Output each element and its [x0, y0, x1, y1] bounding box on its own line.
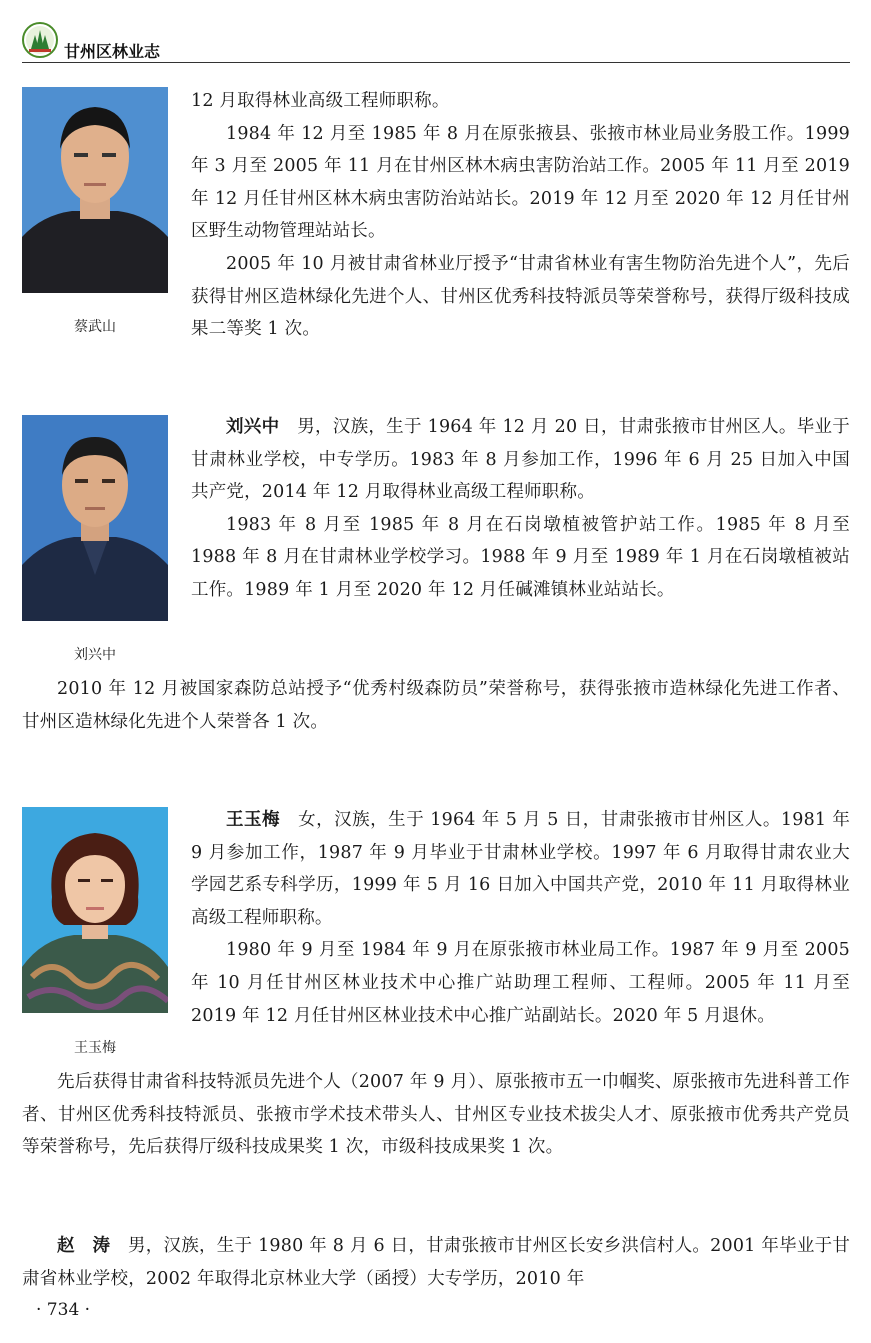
page-header [22, 22, 850, 64]
bio-intro-text: 女，汉族，生于 1964 年 5 月 5 日，甘肃张掖市甘州区人。1981 年 9 月参加工作，1987 年 9 月毕业于甘肃林业学校。1997 年 6 月取得甘肃农业大学园艺系专科学历，1999 年 5 月 16 日加入中国共产党，2010 年 11 月取得林业高级工程师职称。 [191, 810, 851, 928]
bio-paragraph: 12 月取得林业高级工程师职称。 [191, 91, 450, 111]
page-number: · 734 · [36, 1300, 91, 1320]
bio-intro [22, 1230, 850, 1295]
bio-paragraph: 1983 年 8 月至 1985 年 8 月在石岗墩植被管护站工作。1985 年 8 月至 1988 年 8 月在甘肃林业学校学习。1988 年 9 月至 1989 年 1 月在石岗墩植被站工作。1989 年 1 月至 2020 年 12 月任碱滩镇林业站站长。 [191, 514, 850, 600]
bio-paragraph: 先后获得甘肃省科技特派员先进个人（2007 年 9 月）、原张掖市五一巾帼奖、原张掖市先进科普工作者、甘州区优秀科技特派员、张掖市学术技术带头人、甘州区专业技术拔尖人才、原张掖市优秀共产党员等荣誉称号，先后获得厅级科技成果奖 1 次，市级科技成果奖 1 次。 [22, 1072, 850, 1158]
bio-intro [191, 411, 850, 509]
portrait-photo-3 [22, 807, 168, 1013]
bio-text-2 [191, 411, 850, 607]
person-name: 刘兴中 [226, 417, 280, 437]
bio-paragraph: 2005 年 10 月被甘肃省林业厅授予“甘肃省林业有害生物防治先进个人”，先后获得甘州区造林绿化先进个人、甘州区优秀科技特派员等荣誉称号，获得厅级科技成果二等奖 1 次。 [191, 253, 850, 340]
bio-text-3-full [22, 1066, 850, 1164]
tree-logo-icon [22, 22, 58, 58]
portrait-photo-1 [22, 87, 168, 293]
bio-paragraph: 1984 年 12 月至 1985 年 8 月在原张掖县、张掖市林业局业务股工作。1999 年 3 月至 2005 年 11 月在甘州区林木病虫害防治站工作。2005 年 11 月至 2019 年 12 月任甘州区林木病虫害防治站站长。2019 年 12 月至 2020 年 12 月任甘州区野生动物管理站站长。 [191, 123, 850, 242]
person-name: 王玉梅 [226, 810, 281, 830]
bio-paragraph: 1980 年 9 月至 1984 年 9 月在原张掖市林业局工作。1987 年 9 月至 2005 年 10 月任甘州区林业技术中心推广站助理工程师、工程师。2005 年 11 月至 2019 年 12 月任甘州区林业技术中心推广站副站长。2020 年 5 月退休。 [191, 940, 850, 1026]
person-name: 赵 涛 [57, 1236, 111, 1256]
bio-text-2-full [22, 673, 850, 738]
book-title: 甘州区林业志 [64, 42, 161, 61]
bio-text-4 [22, 1230, 850, 1295]
header-divider [22, 62, 850, 63]
bio-text-1 [191, 85, 850, 346]
portrait-photo-2 [22, 415, 168, 621]
bio-intro-text: 男，汉族，生于 1964 年 12 月 20 日，甘肃张掖市甘州区人。毕业于甘肃林业学校，中专学历。1983 年 8 月参加工作，1996 年 6 月 25 日加入中国共产党，2014 年 12 月取得林业高级工程师职称。 [191, 417, 850, 503]
photo-caption: 刘兴中 [74, 647, 116, 663]
photo-caption: 蔡武山 [74, 319, 116, 335]
bio-intro [191, 804, 850, 934]
bio-intro-text: 男，汉族，生于 1980 年 8 月 6 日，甘肃张掖市甘州区长安乡洪信村人。2001 年毕业于甘肃省林业学校，2002 年取得北京林业大学（函授）大专学历，2010 年 [22, 1236, 851, 1289]
photo-caption: 王玉梅 [74, 1040, 116, 1056]
bio-text-3 [191, 804, 850, 1032]
bio-paragraph: 2010 年 12 月被国家森防总站授予“优秀村级森防员”荣誉称号，获得张掖市造林绿化先进工作者、甘州区造林绿化先进个人荣誉各 1 次。 [22, 679, 850, 732]
